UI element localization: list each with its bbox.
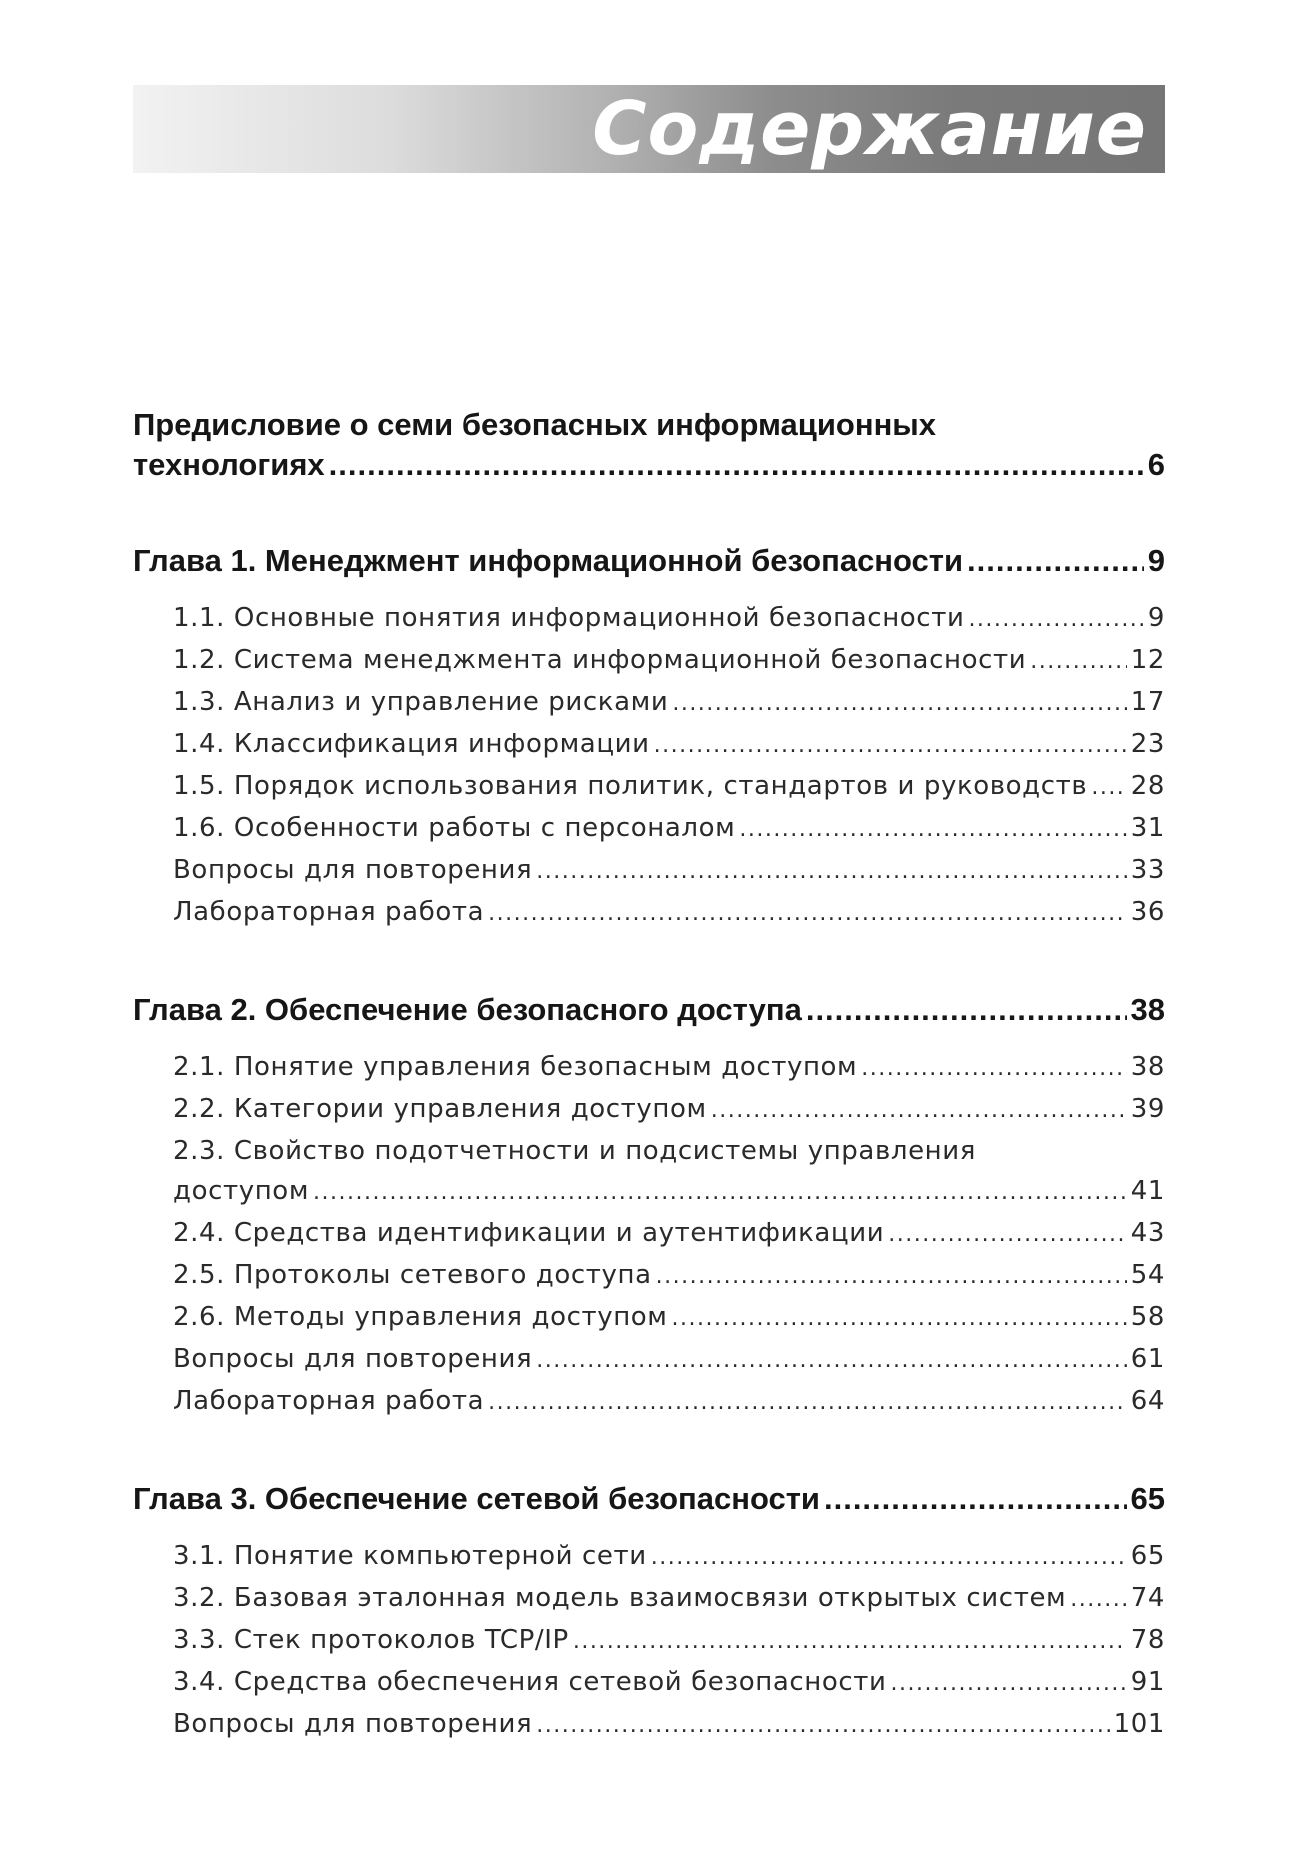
dot-leader bbox=[536, 1706, 1109, 1746]
section-title: 3.3. Стек протоколов TCP/IP bbox=[173, 1625, 569, 1655]
page-number: 33 bbox=[1130, 855, 1165, 885]
toc-chapter-2 bbox=[133, 990, 1165, 1423]
page-number: 38 bbox=[1130, 1052, 1165, 1082]
page-number: 38 bbox=[1130, 992, 1165, 1027]
page-number: 91 bbox=[1130, 1667, 1165, 1697]
toc-item[interactable] bbox=[133, 850, 1165, 892]
toc-item[interactable] bbox=[133, 1339, 1165, 1381]
chapter-title: Глава 1. Менеджмент информационной безопасности bbox=[133, 543, 964, 578]
chapter-heading[interactable] bbox=[133, 990, 1165, 1030]
section-title: 2.6. Методы управления доступом bbox=[173, 1302, 668, 1332]
section-title: 1.4. Классификация информации bbox=[173, 729, 650, 759]
chapter-heading[interactable] bbox=[133, 1479, 1165, 1519]
page-number: 61 bbox=[1130, 1344, 1165, 1374]
dot-leader bbox=[654, 726, 1127, 766]
section-title: 3.2. Базовая эталонная модель взаимосвязи открытых систем bbox=[173, 1583, 1067, 1613]
toc-item[interactable] bbox=[133, 766, 1165, 808]
section-title: 3.4. Средства обеспечения сетевой безопасности bbox=[173, 1667, 887, 1697]
dot-leader bbox=[824, 1479, 1127, 1519]
toc-item[interactable] bbox=[133, 640, 1165, 682]
toc-item[interactable] bbox=[133, 1089, 1165, 1131]
page-number: 9 bbox=[1147, 603, 1165, 633]
section-title: Лабораторная работа bbox=[173, 1386, 485, 1416]
toc-item[interactable] bbox=[133, 1047, 1165, 1089]
section-list bbox=[133, 598, 1165, 934]
dot-leader bbox=[739, 810, 1126, 850]
page-number: 65 bbox=[1130, 1541, 1165, 1571]
page-number: 101 bbox=[1113, 1709, 1165, 1739]
section-title: 1.6. Особенности работы с персоналом bbox=[173, 813, 736, 843]
section-title: Вопросы для повторения bbox=[173, 1709, 533, 1739]
table-of-contents bbox=[133, 405, 1165, 1746]
page-number: 17 bbox=[1130, 687, 1165, 717]
page-number: 41 bbox=[1130, 1176, 1165, 1206]
section-title-line1: 2.3. Свойство подотчетности и подсистемы управления bbox=[173, 1136, 977, 1166]
section-title: 1.5. Порядок использования политик, стандартов и руководств bbox=[173, 771, 1088, 801]
dot-leader bbox=[1091, 768, 1126, 808]
page-number: 36 bbox=[1130, 897, 1165, 927]
section-title: 2.2. Категории управления доступом bbox=[173, 1094, 707, 1124]
page-number: 28 bbox=[1130, 771, 1165, 801]
section-title: 3.1. Понятие компьютерной сети bbox=[173, 1541, 647, 1571]
toc-item[interactable] bbox=[133, 1662, 1165, 1704]
page-title: Содержание bbox=[592, 86, 1147, 172]
preface-title-line2 bbox=[133, 445, 1165, 485]
section-title: Вопросы для повторения bbox=[173, 855, 533, 885]
dot-leader bbox=[806, 990, 1127, 1030]
section-title: 1.2. Система менеджмента информационной безопасности bbox=[173, 645, 1027, 675]
dot-leader bbox=[711, 1091, 1127, 1131]
page-number: 65 bbox=[1130, 1481, 1165, 1516]
page-number: 6 bbox=[1147, 447, 1165, 482]
toc-item[interactable] bbox=[133, 892, 1165, 934]
dot-leader bbox=[536, 1341, 1126, 1381]
dot-leader bbox=[656, 1257, 1127, 1297]
dot-leader bbox=[329, 445, 1144, 485]
toc-item[interactable] bbox=[133, 1381, 1165, 1423]
page-number: 54 bbox=[1130, 1260, 1165, 1290]
section-title: Вопросы для повторения bbox=[173, 1344, 533, 1374]
section-title: Лабораторная работа bbox=[173, 897, 485, 927]
chapter-title: Глава 3. Обеспечение сетевой безопасности bbox=[133, 1481, 820, 1516]
page-number: 64 bbox=[1130, 1386, 1165, 1416]
dot-leader bbox=[573, 1622, 1127, 1662]
toc-item[interactable] bbox=[133, 1578, 1165, 1620]
preface-title-line1: Предисловие о семи безопасных информационных bbox=[133, 407, 937, 442]
page-number: 31 bbox=[1130, 813, 1165, 843]
toc-item[interactable] bbox=[133, 1255, 1165, 1297]
page-number: 78 bbox=[1130, 1625, 1165, 1655]
toc-item[interactable] bbox=[133, 1297, 1165, 1339]
section-title-line2 bbox=[133, 1171, 1165, 1213]
title-banner bbox=[133, 85, 1165, 173]
dot-leader bbox=[888, 1215, 1126, 1255]
dot-leader bbox=[1030, 642, 1126, 682]
dot-leader bbox=[967, 541, 1144, 581]
page-number: 58 bbox=[1130, 1302, 1165, 1332]
toc-chapter-1 bbox=[133, 541, 1165, 934]
toc-preface[interactable] bbox=[133, 405, 1165, 485]
dot-leader bbox=[488, 1383, 1127, 1423]
toc-item[interactable] bbox=[133, 1536, 1165, 1578]
toc-item[interactable] bbox=[133, 724, 1165, 766]
dot-leader bbox=[672, 684, 1126, 724]
section-title: 2.5. Протоколы сетевого доступа bbox=[173, 1260, 652, 1290]
dot-leader bbox=[891, 1664, 1127, 1704]
toc-item[interactable] bbox=[133, 1213, 1165, 1255]
section-title: 2.1. Понятие управления безопасным доступом bbox=[173, 1052, 858, 1082]
section-title: 1.1. Основные понятия информационной безопасности bbox=[173, 603, 965, 633]
section-title: 2.4. Средства идентификации и аутентификации bbox=[173, 1218, 885, 1248]
dot-leader bbox=[672, 1299, 1127, 1339]
preface-title-line2-label: технологиях bbox=[133, 447, 325, 482]
page-number: 43 bbox=[1130, 1218, 1165, 1248]
chapter-title: Глава 2. Обеспечение безопасного доступа bbox=[133, 992, 802, 1027]
toc-chapter-3 bbox=[133, 1479, 1165, 1746]
page-number: 9 bbox=[1147, 543, 1165, 578]
dot-leader bbox=[313, 1173, 1127, 1213]
toc-item[interactable] bbox=[133, 1131, 1165, 1213]
section-title: 1.3. Анализ и управление рисками bbox=[173, 687, 669, 717]
dot-leader bbox=[861, 1049, 1126, 1089]
toc-item[interactable] bbox=[133, 1704, 1165, 1746]
section-list bbox=[133, 1536, 1165, 1746]
page-number: 74 bbox=[1130, 1583, 1165, 1613]
dot-leader bbox=[651, 1538, 1127, 1578]
page-number: 12 bbox=[1130, 645, 1165, 675]
dot-leader bbox=[488, 894, 1127, 934]
dot-leader bbox=[1070, 1580, 1126, 1620]
section-title: доступом bbox=[173, 1176, 310, 1206]
toc-item[interactable] bbox=[133, 1620, 1165, 1662]
toc-item[interactable] bbox=[133, 682, 1165, 724]
dot-leader bbox=[968, 600, 1143, 640]
section-list bbox=[133, 1047, 1165, 1423]
toc-item[interactable] bbox=[133, 808, 1165, 850]
dot-leader bbox=[536, 852, 1126, 892]
toc-item[interactable] bbox=[133, 598, 1165, 640]
page-number: 23 bbox=[1130, 729, 1165, 759]
page-number: 39 bbox=[1130, 1094, 1165, 1124]
chapter-heading[interactable] bbox=[133, 541, 1165, 581]
